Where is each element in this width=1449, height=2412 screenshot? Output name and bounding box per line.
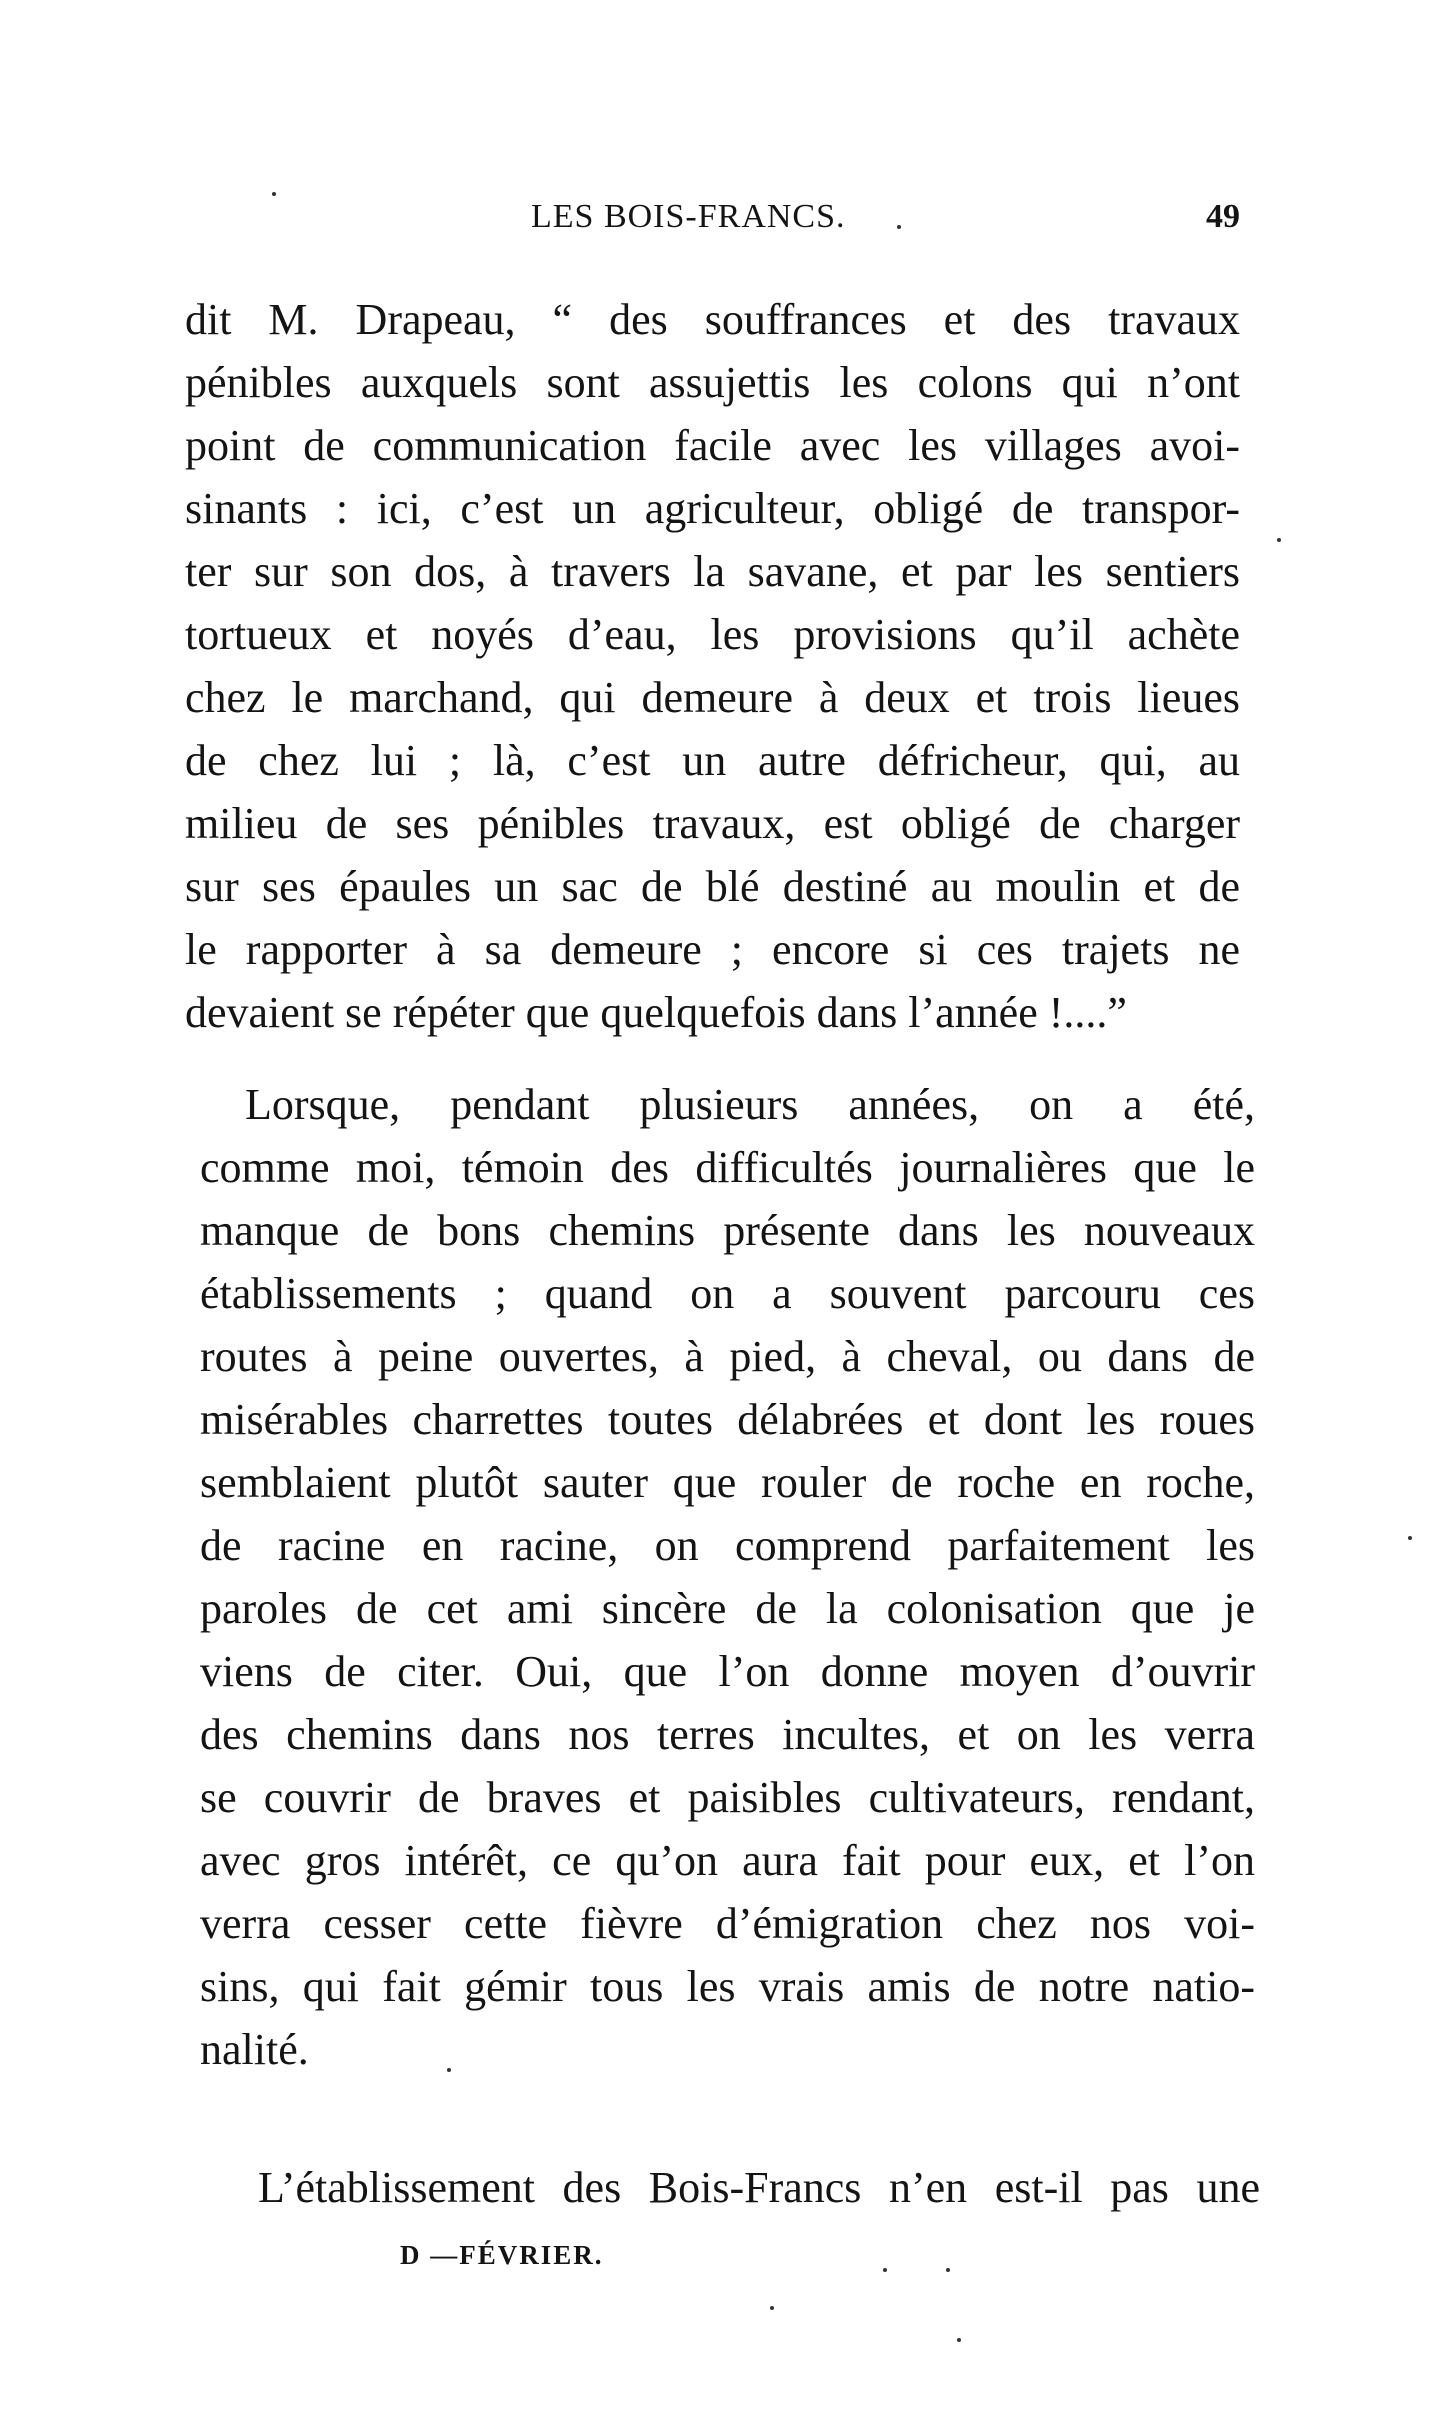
scan-speck bbox=[272, 192, 276, 196]
text-line: de racine en racine, on comprend parfaitement les bbox=[200, 1521, 1255, 1570]
text-line: misérables charrettes toutes délabrées et dont les roues bbox=[200, 1395, 1255, 1444]
text-line: routes à peine ouvertes, à pied, à cheval, ou dans de bbox=[200, 1332, 1255, 1381]
page-number: 49 bbox=[1206, 198, 1240, 235]
text-line: devaient se répéter que quelquefois dans l’année !....” bbox=[185, 988, 1127, 1037]
running-head bbox=[185, 198, 1240, 258]
text-line: dit M. Drapeau, “ des souffrances et des travaux bbox=[185, 295, 1240, 344]
text-line: se couvrir de braves et paisibles cultivateurs, rendant, bbox=[200, 1773, 1255, 1822]
text-line: viens de citer. Oui, que l’on donne moyen d’ouvrir bbox=[200, 1647, 1255, 1696]
text-line: le rapporter à sa demeure ; encore si ces trajets ne bbox=[185, 925, 1240, 974]
text-line: semblaient plutôt sauter que rouler de roche en roche, bbox=[200, 1458, 1255, 1507]
signature-mark: D —FÉVRIER. bbox=[400, 2240, 604, 2270]
text-line: paroles de cet ami sincère de la colonisation que je bbox=[200, 1584, 1255, 1633]
scan-speck bbox=[957, 2338, 961, 2342]
scan-speck bbox=[1277, 538, 1281, 542]
text-line: comme moi, témoin des difficultés journalières que le bbox=[200, 1143, 1255, 1192]
scan-speck bbox=[946, 2268, 950, 2272]
text-line: nalité. bbox=[200, 2025, 309, 2074]
text-line: manque de bons chemins présente dans les nouveaux bbox=[200, 1206, 1255, 1255]
text-line: de chez lui ; là, c’est un autre défricheur, qui, au bbox=[185, 736, 1240, 785]
text-line: ter sur son dos, à travers la savane, et par les sentiers bbox=[185, 547, 1240, 596]
scan-speck bbox=[883, 2268, 887, 2272]
text-line: établissements ; quand on a souvent parcouru ces bbox=[200, 1269, 1255, 1318]
text-line: des chemins dans nos terres incultes, et on les verra bbox=[200, 1710, 1255, 1759]
text-line: point de communication facile avec les villages avoi- bbox=[185, 421, 1240, 470]
text-line: sinants : ici, c’est un agriculteur, obligé de transpor- bbox=[185, 484, 1240, 533]
scan-speck bbox=[447, 2068, 451, 2072]
text-line: avec gros intérêt, ce qu’on aura fait pour eux, et l’on bbox=[200, 1836, 1255, 1885]
scan-speck bbox=[897, 225, 901, 229]
text-line: sur ses épaules un sac de blé destiné au moulin et de bbox=[185, 862, 1240, 911]
text-line: L’établissement des Bois-Francs n’en est-il pas une bbox=[258, 2163, 1260, 2212]
text-line: sins, qui fait gémir tous les vrais amis de notre natio- bbox=[200, 1962, 1255, 2011]
text-line: verra cesser cette fièvre d’émigration chez nos voi- bbox=[200, 1899, 1255, 1948]
text-line: chez le marchand, qui demeure à deux et trois lieues bbox=[185, 673, 1240, 722]
text-line: Lorsque, pendant plusieurs années, on a été, bbox=[245, 1080, 1255, 1129]
text-line: pénibles auxquels sont assujettis les colons qui n’ont bbox=[185, 358, 1240, 407]
running-title: LES BOIS-FRANCS. bbox=[531, 198, 846, 235]
scan-speck bbox=[770, 2306, 774, 2310]
text-line: tortueux et noyés d’eau, les provisions qu’il achète bbox=[185, 610, 1240, 659]
scan-speck bbox=[1408, 1536, 1412, 1540]
text-line: milieu de ses pénibles travaux, est obligé de charger bbox=[185, 799, 1240, 848]
